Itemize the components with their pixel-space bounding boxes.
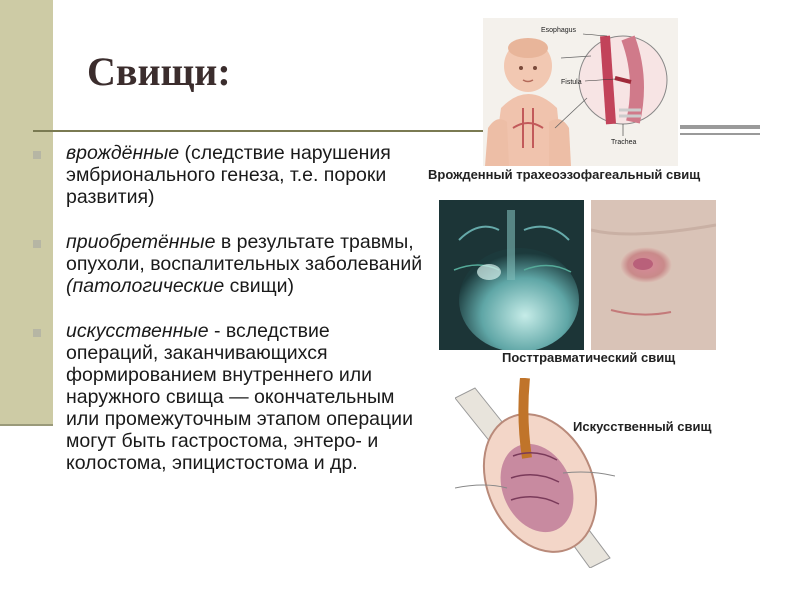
caption-congenital: Врожденный трахеоэзофагеальный свищ [428,167,701,182]
caption-posttraumatic: Посттравматический свищ [502,350,676,365]
bullet-list [30,142,425,497]
wound-svg [591,200,716,350]
bullet-term: врождённые [66,142,180,164]
tracheoesophageal-fistula-illustration [483,18,678,166]
bullet-artificial [30,320,425,474]
chest-xray-image [439,200,584,350]
surgical-stoma-illustration [455,378,615,568]
bullet-marker [33,240,41,248]
bullet-text: (следствие нарушения эмбрионального генеза, т.е. пороки развития) [66,142,391,208]
bullet-text: в результате травмы, опухоли, воспалительных заболеваний [66,231,423,275]
xray-svg [439,200,584,350]
bullet-marker [33,151,41,159]
trachea-label: Trachea [611,139,637,146]
right-rule-thin [680,133,760,135]
bullet-congenital [30,142,425,208]
bullet-term: приобретённые [66,231,216,253]
right-rule [680,125,760,129]
fistula-label: Fistula [561,79,582,86]
title-underline [33,130,485,132]
skin-fistula-photo [591,200,716,350]
caption-artificial: Искусственный свищ [573,419,712,434]
stoma-svg [455,378,615,568]
bullet-text: - вследствие операций, заканчивающихся формированием внутреннего или наружного свища — окончательным или промежуточным этапом операции могут быть гастростома, энтеро- и колостома, эпицистостома и др. [66,320,413,474]
bullet-term-2: (патологические [66,275,225,297]
bullet-acquired [30,231,425,297]
bullet-text-2: свищи) [224,275,295,297]
slide-title: Свищи: [87,49,231,94]
infant-diagram-svg [483,18,678,166]
bullet-marker [33,329,41,337]
bullet-term: искусственные [66,320,209,342]
esophagus-label: Esophagus [541,27,577,34]
